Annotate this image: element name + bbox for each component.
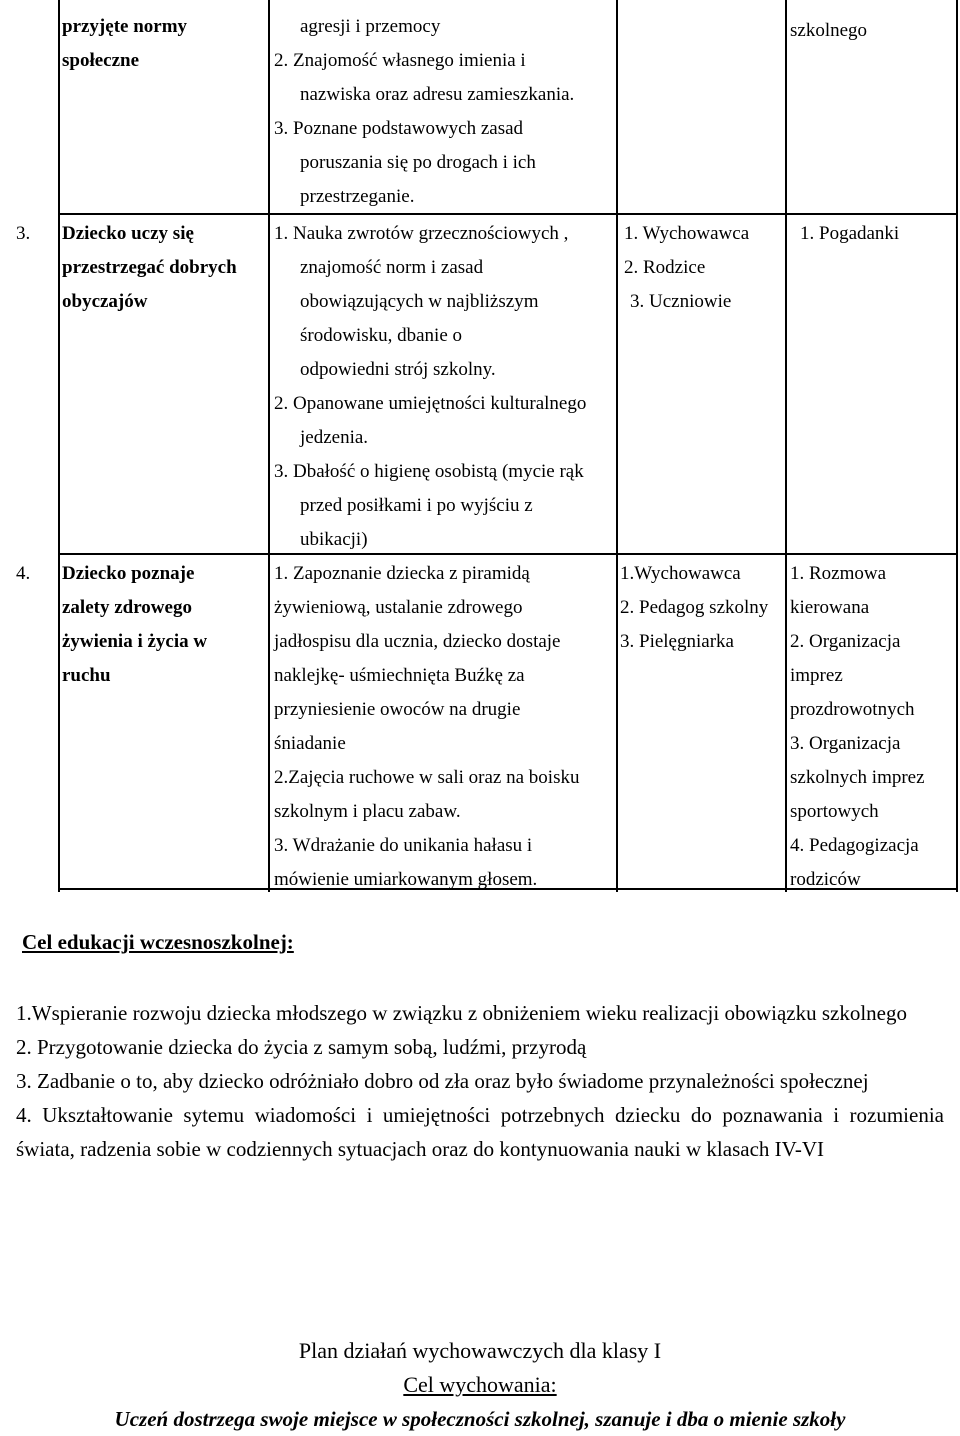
row2-tasks: 1. Nauka zwrotów grzecznościowych , znajomość norm i zasad obowiązujących w najbliższym środowisku, dbanie o odpowiedni strój szkolny. 2. Opanowane umiejętności kulturalnego jedzenia. 3. Dbałość o higienę osobistą (mycie rąk przed posiłkami i po wyjściu z ubikacji) (274, 223, 587, 550)
table-border-right (956, 0, 958, 892)
goal-item: 3. Zadbanie o to, aby dziecko odróżniało dobro od zła oraz było świadome przynależności społecznej (16, 1069, 869, 1093)
row3-forms: 1. Rozmowa kierowana 2. Organizacja imprez prozdrowotnych 3. Organizacja szkolnych imprez sportowych 4. Pedagogizacja rodziców (790, 563, 925, 890)
row1-tasks: agresji i przemocy 2. Znajomość własnego imienia i nazwiska oraz adresu zamieszkania. 3. Poznane podstawowych zasad poruszania się po drogach i ich przestrzeganie. (274, 16, 575, 207)
table-border-left (58, 0, 60, 892)
row1-aim: przyjęte normy społeczne (62, 16, 188, 71)
table-col-divider (268, 0, 270, 892)
educational-goal-motto: Uczeń dostrzega swoje miejsce w społeczności szkolnej, szanuje i dba o mienie szkoły (114, 1407, 846, 1431)
educational-goal-label: Cel wychowania: (403, 1372, 557, 1397)
goal-item: 1.Wspieranie rozwoju dziecka młodszego w związku z obniżeniem wieku realizacji obowiązku szkolnego (16, 1001, 907, 1025)
row2-forms: 1. Pogadanki (800, 223, 900, 244)
early-education-heading: Cel edukacji wczesnoszkolnej: (22, 930, 294, 954)
table-col-divider (616, 0, 618, 892)
plan-title: Plan działań wychowawczych dla klasy I (298, 1338, 662, 1363)
row3-tasks: 1. Zapoznanie dziecka z piramidą żywieniową, ustalanie zdrowego jadłospisu dla ucznia, dziecko dostaje naklejkę- uśmiechnięta Buźkę za przyniesienie owoców na drugie śniadanie 2.Zajęcia ruchowe w sali oraz na boisku szkolnym i placu zabaw. 3. Wdrażanie do unikania hałasu i mówienie umiarkowanym głosem. (274, 563, 580, 890)
row2-number: 3. (16, 223, 31, 244)
row2-responsible: 1. Wychowawca 2. Rodzice 3. Uczniowie (624, 223, 750, 312)
row1-forms: szkolnego (790, 20, 868, 41)
row2-aim: Dziecko uczy się przestrzegać dobrych obyczajów (62, 223, 237, 312)
row3-aim: Dziecko poznaje zalety zdrowego żywienia i życia w ruchu (62, 563, 208, 686)
row3-responsible: 1.Wychowawca 2. Pedagog szkolny 3. Pielęgniarka (620, 563, 769, 652)
row3-number: 4. (16, 563, 31, 584)
goal-item: 2. Przygotowanie dziecka do życia z samym sobą, ludźmi, przyrodą (16, 1035, 587, 1059)
table-col-divider (785, 0, 787, 892)
goal-item: 4. Ukształtowanie sytemu wiadomości i umiejętności potrzebnych dziecku do poznawania i rozumienia świata, radzenia sobie w codziennych sytuacjach oraz do kontynuowania nauki w klasach IV-VI (16, 1103, 944, 1161)
plan-footer (0, 1334, 960, 1436)
early-education-goals (16, 996, 944, 1166)
